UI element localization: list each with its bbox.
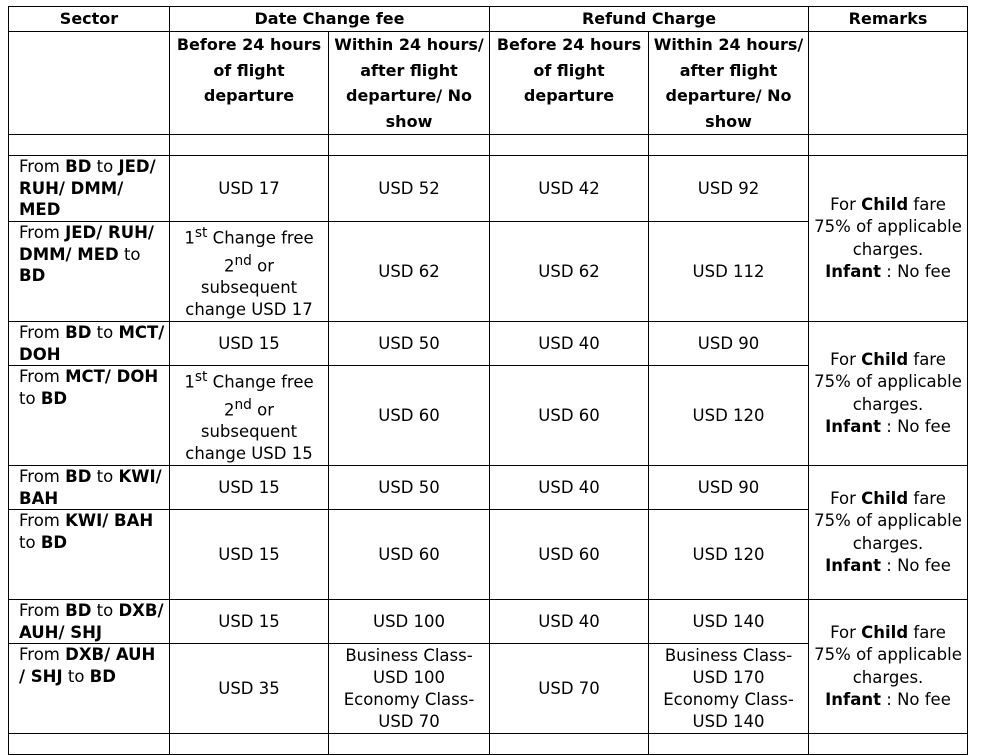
remarks-header: Remarks: [809, 7, 968, 32]
business-class-refund: Business Class- USD 170: [664, 645, 793, 687]
change-within-cell: [329, 644, 490, 734]
empty-cell: [809, 734, 968, 755]
sector-cell: [9, 510, 170, 600]
sector-header: Sector: [9, 7, 170, 32]
change-within-cell: USD 62: [329, 222, 490, 322]
sector-from: From: [19, 323, 66, 342]
empty-cell: [809, 32, 968, 135]
remarks-cell: [809, 600, 968, 734]
remark-mid: fare 75% of applicable charges.: [814, 488, 962, 553]
empty-cell: [809, 135, 968, 156]
spacer-row: [9, 135, 968, 156]
sector-origin: BD: [65, 467, 92, 486]
refund-within-cell: USD 90: [649, 466, 809, 510]
sector-to: to: [19, 388, 41, 408]
remark-post: : No fee: [881, 690, 951, 709]
remarks-cell: [809, 322, 968, 466]
header-row: [9, 7, 968, 32]
sector-cell: [9, 322, 170, 366]
sector-dest: BD: [19, 266, 46, 285]
refund-within-cell: [649, 644, 809, 734]
sector-from: From: [19, 157, 66, 176]
empty-cell: [649, 734, 809, 755]
sector-dest: JED/ RUH/ DMM/ MED: [19, 157, 156, 219]
sector-cell: [9, 222, 170, 322]
sector-origin: JED/ RUH/ DMM/ MED: [19, 223, 154, 264]
sector-origin: DXB/ AUH / SHJ: [19, 645, 156, 686]
change-within-cell: USD 100: [329, 600, 490, 644]
change-free-second: 2: [223, 256, 235, 275]
remarks-cell: [809, 466, 968, 600]
refund-before-cell: USD 40: [490, 600, 649, 644]
refund-before-cell: USD 42: [490, 156, 649, 222]
refund-within-cell: USD 112: [649, 222, 809, 322]
remark-child: Child: [861, 349, 909, 369]
remark-post: : No fee: [881, 417, 951, 436]
refund-before-cell: USD 60: [490, 510, 649, 600]
empty-cell: [170, 135, 329, 156]
change-before-cell: USD 35: [170, 644, 329, 734]
sector-to: to: [91, 467, 119, 486]
remark-mid: fare 75% of applicable charges.: [814, 349, 962, 414]
sector-dest: MCT/ DOH: [19, 323, 165, 364]
change-free-first: 1: [184, 372, 195, 392]
refund-charge-header: Refund Charge: [490, 7, 809, 32]
change-free-second-rest: or subsequent change USD 17: [185, 256, 313, 319]
sector-to: to: [62, 666, 90, 686]
remark-post: : No fee: [881, 556, 951, 575]
refund-before-cell: USD 60: [490, 366, 649, 466]
remark-infant: Infant: [825, 417, 882, 436]
remark-pre: For: [830, 488, 862, 508]
sector-from: From: [19, 601, 66, 620]
change-free-second-rest: or subsequent change USD 15: [185, 400, 313, 463]
sector-cell: [9, 600, 170, 644]
empty-cell: [649, 135, 809, 156]
change-before-cell: USD 15: [170, 510, 329, 600]
sector-dest: BD: [40, 532, 68, 552]
business-class-change: Business Class- USD 100: [345, 645, 473, 687]
refund-before-cell: USD 62: [490, 222, 649, 322]
sector-from: From: [19, 511, 66, 530]
change-before-cell: USD 15: [170, 322, 329, 366]
table-row: [9, 156, 968, 222]
sector-origin: BD: [65, 323, 92, 342]
sector-from: From: [19, 645, 66, 664]
fee-table: [8, 6, 968, 755]
empty-cell: [490, 135, 649, 156]
remark-child: Child: [861, 622, 909, 642]
change-within-cell: USD 50: [329, 322, 490, 366]
change-before-cell: USD 15: [170, 600, 329, 644]
table-row: [9, 322, 968, 366]
table-row: [9, 600, 968, 644]
empty-cell: [490, 734, 649, 755]
refund-before-cell: USD 70: [490, 644, 649, 734]
change-free-second-sup: nd: [234, 396, 252, 413]
change-free-second-sup: nd: [234, 252, 252, 269]
empty-cell: [9, 32, 170, 135]
change-free-cell: [170, 366, 329, 466]
empty-cell: [329, 135, 490, 156]
sector-cell: [9, 466, 170, 510]
refund-before-24-header: Before 24 hours of flight departure: [490, 32, 649, 135]
change-before-24-header: Before 24 hours of flight departure: [170, 32, 329, 135]
change-within-cell: USD 50: [329, 466, 490, 510]
sector-cell: [9, 156, 170, 222]
sector-to: to: [91, 323, 119, 342]
refund-within-24-header: Within 24 hours/ after flight departure/ No show: [649, 32, 809, 135]
refund-before-cell: USD 40: [490, 322, 649, 366]
change-within-cell: USD 52: [329, 156, 490, 222]
sector-from: From: [19, 223, 66, 242]
change-within-24-header: Within 24 hours/ after flight departure/ No show: [329, 32, 490, 135]
change-free-first-sup: st: [194, 225, 208, 241]
refund-within-cell: USD 140: [649, 600, 809, 644]
remark-post: : No fee: [881, 262, 951, 281]
economy-class-refund: Economy Class- USD 140: [663, 689, 794, 731]
change-free-first-sup: st: [194, 369, 208, 385]
sector-cell: [9, 644, 170, 734]
remark-infant: Infant: [825, 690, 882, 709]
remark-child: Child: [861, 488, 909, 508]
sector-to: to: [91, 601, 119, 620]
refund-within-cell: USD 120: [649, 510, 809, 600]
remarks-cell: [809, 156, 968, 322]
sector-origin: MCT/ DOH: [65, 367, 159, 386]
change-before-cell: USD 15: [170, 466, 329, 510]
change-free-second: 2: [223, 400, 235, 419]
remark-pre: For: [830, 622, 862, 642]
sector-to: to: [19, 532, 41, 552]
subheader-row: [9, 32, 968, 135]
change-free-first: 1: [184, 228, 195, 248]
sector-from: From: [19, 467, 66, 486]
sector-to: to: [118, 244, 141, 264]
change-within-cell: USD 60: [329, 366, 490, 466]
sector-origin: KWI/ BAH: [65, 511, 154, 530]
remark-pre: For: [830, 194, 862, 214]
remark-mid: fare 75% of applicable charges.: [814, 194, 962, 259]
remark-infant: Infant: [825, 556, 882, 575]
change-free-cell: [170, 222, 329, 322]
sector-from: From: [19, 367, 66, 386]
economy-class-change: Economy Class- USD 70: [343, 689, 475, 731]
change-within-cell: USD 60: [329, 510, 490, 600]
remark-child: Child: [861, 194, 909, 214]
change-free-first-rest: Change free: [207, 372, 314, 392]
refund-within-cell: USD 92: [649, 156, 809, 222]
change-before-cell: USD 17: [170, 156, 329, 222]
spacer-row: [9, 734, 968, 755]
empty-cell: [9, 135, 170, 156]
sector-dest: BD: [40, 388, 68, 408]
table-row: [9, 466, 968, 510]
sector-dest: DXB/ AUH/ SHJ: [19, 601, 164, 642]
refund-before-cell: USD 40: [490, 466, 649, 510]
remark-pre: For: [830, 349, 862, 369]
change-free-first-rest: Change free: [207, 228, 314, 248]
sector-to: to: [91, 157, 119, 176]
sector-dest: KWI/ BAH: [19, 467, 162, 508]
sector-dest: BD: [89, 666, 116, 686]
empty-cell: [9, 734, 170, 755]
remark-infant: Infant: [825, 262, 882, 281]
sector-origin: BD: [65, 601, 92, 620]
remark-mid: fare 75% of applicable charges.: [814, 622, 962, 687]
sector-origin: BD: [65, 157, 92, 176]
empty-cell: [329, 734, 490, 755]
date-change-fee-header: Date Change fee: [170, 7, 490, 32]
empty-cell: [170, 734, 329, 755]
refund-within-cell: USD 120: [649, 366, 809, 466]
refund-within-cell: USD 90: [649, 322, 809, 366]
sector-cell: [9, 366, 170, 466]
